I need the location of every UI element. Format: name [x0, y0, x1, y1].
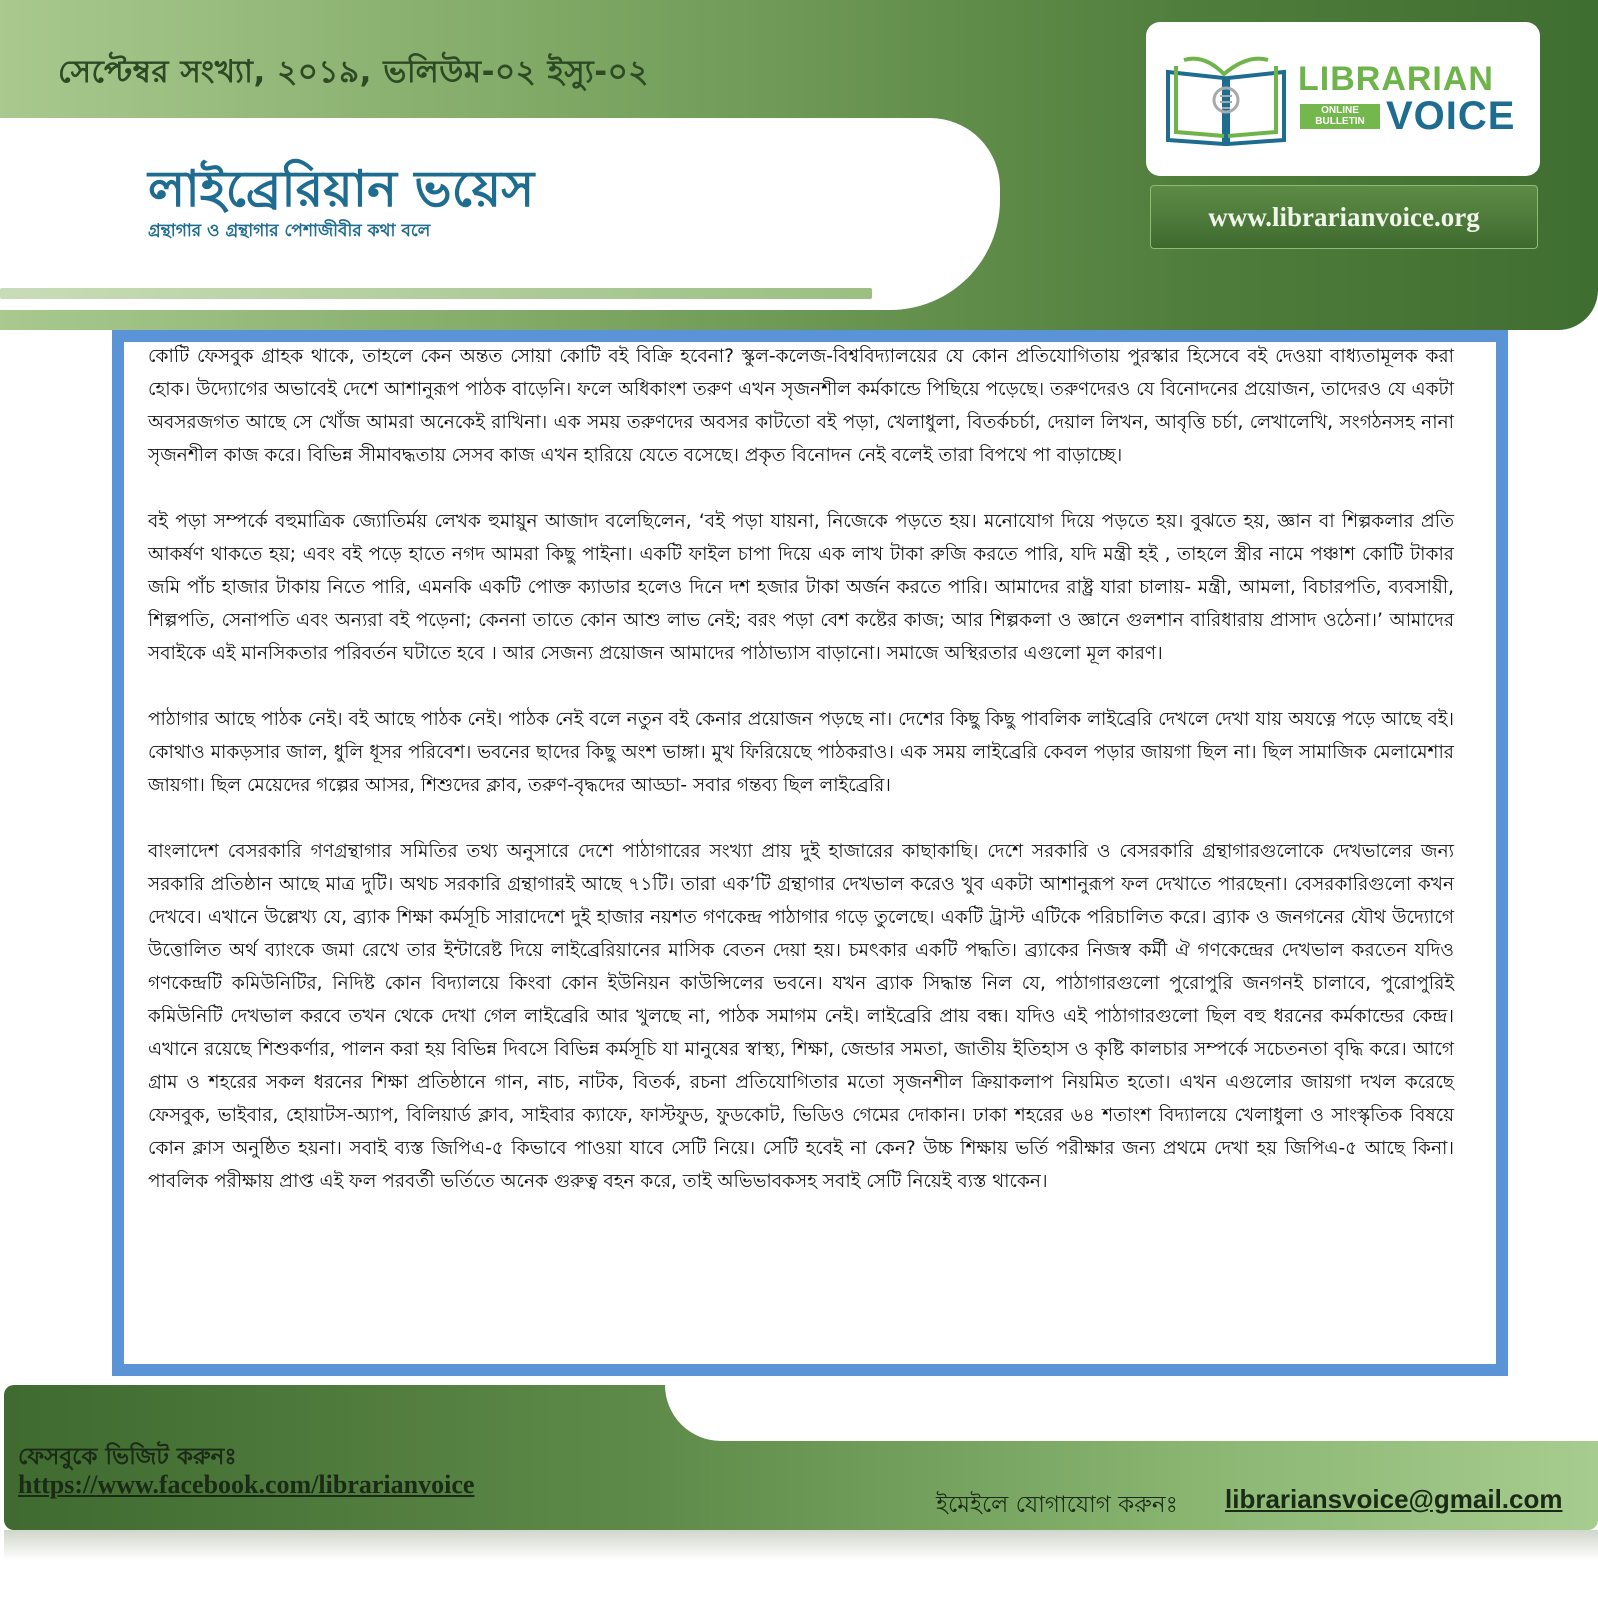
logo[interactable] — [1146, 22, 1540, 176]
facebook-label: ফেসবুকে ভিজিট করুনঃ — [18, 1444, 237, 1470]
article-paragraph-3: পাঠাগার আছে পাঠক নেই। বই আছে পাঠক নেই। পাঠক নেই বলে নতুন বই কেনার প্রয়োজন পড়ছে না। দেশের কিছু কিছু পাবলিক লাইব্রেরি দেখলে দেখা যায় অযত্নে পড়ে আছে বই। কোথাও মাকড়সার জাল, ধুলি ধূসর পরিবেশ। ভবনের ছাদের কিছু অংশ ভাঙ্গা। মুখ ফিরিয়েছে পাঠকরাও। এক সময় লাইব্রেরি কেবল পড়ার জায়গা ছিল না। ছিল সামাজিক মেলামেশার জায়গা। ছিল মেয়েদের গল্পের আসর, শিশুদের ক্লাব, তরুণ-বৃদ্ধদের আড্ডা- সবার গন্তব্য ছিল লাইব্রেরি। — [148, 709, 1454, 796]
open-book-icon — [1164, 52, 1288, 148]
bulletin-title: লাইব্রেরিয়ান ভয়েস — [148, 160, 535, 218]
article-paragraph-4: বাংলাদেশ বেসরকারি গণগ্রন্থাগার সমিতির তথ্য অনুসারে দেশে পাঠাগারের সংখ্যা প্রায় দুই হাজারের কাছাকাছি। দেশে সরকারি ও বেসরকারি গ্রন্থাগারগুলোকে দেখভালের জন্য সরকারি প্রতিষ্ঠান আছে মাত্র দুটি। অথচ সরকারি গ্রন্থাগারই আছে ৭১টি। তারা এক’টি গ্রন্থাগার দেখভাল করেও খুব একটা আশানুরূপ ফল দেখাতে পারছেনা। বেসরকারিগুলো কখন দেখবে। এখানে উল্লেখ্য যে, ব্র্যাক শিক্ষা কর্মসূচি সারাদেশে দুই হাজার নয়শত গণকেন্দ্র পাঠাগার গড়ে তুলেছে। একটি ট্রাস্ট এটিকে পরিচালিত করে। ব্র্যাক ও জনগনের যৌথ উদ্যোগে উত্তোলিত অর্থ ব্যাংকে জমা রেখে তার ইন্টারেষ্ট দিয়ে লাইব্রেরিয়ানের মাসিক বেতন দেয়া হয়। চমৎকার একটি পদ্ধতি। ব্র্যাকের নিজস্ব কর্মী ঐ গণকেন্দ্রের দেখভাল করতেন যদিও গণকেন্দ্রটি কমিউনিটির, নিদিষ্ট কোন বিদ্যালয়ে কিংবা কোন ইউনিয়ন কাউন্সিলের ভবনে। যখন ব্র্যাক সিদ্ধান্ত নিল যে, পাঠাগারগুলো পুরোপুরি জনগনই চালাবে, পুরোপুরিই কমিউনিটি দেখভাল করবে তখন থেকে দেখা গেল লাইব্রেরি আর খুলছে না, পাঠক সমাগম নেই। লাইব্রেরি প্রায় বন্ধ। যদিও এই পাঠাগারগুলো ছিল বহু ধরনের কর্মকান্ডের কেন্দ্র। এখানে রয়েছে শিশুকর্ণার, পালন করা হয় বিভিন্ন দিবসে বিভিন্ন কর্মসূচি যা মানুষের স্বাস্থ্য, শিক্ষা, জেন্ডার সমতা, জাতীয় ইতিহাস ও কৃষ্টি কালচার সম্পর্কে সচেতনতা বৃদ্ধি করে। আগে গ্রাম ও শহরের সকল ধরনের শিক্ষা প্রতিষ্ঠানে গান, নাচ, নাটক, বিতর্ক, রচনা প্রতিযোগিতার মতো সৃজনশীল ক্রিয়াকলাপ নিয়মিত হতো। এখন এগুলোর জায়গা দখল করেছে ফেসবুক, ভাইবার, হোয়াটস-অ্যাপ, বিলিয়ার্ড ক্লাব, সাইবার ক্যাফে, ফাস্টফুড, ফুডকোট, ভিডিও গেমের দোকান। ঢাকা শহরের ৬৪ শতাংশ বিদ্যালয়ে খেলাধুলা ও সাংস্কৃতিক বিষয়ে কোন ক্লাস অনুষ্ঠিত হয়না। সবাই ব্যস্ত জিপিএ-৫ কিভাবে পাওয়া যাবে সেটি নিয়ে। সেটি হবেই না কেন? উচ্চ শিক্ষায় ভর্তি পরীক্ষার জন্য প্রথমে দেখা হয় জিপিএ-৫ আছে কিনা। পাবলিক পরীক্ষায় প্রাপ্ত এই ফল পরবর্তী ভর্তিতে অনেক গুরুত্ব বহন করে, তাই অভিভাবকসহ সবাই সেটি নিয়েই ব্যস্ত থাকেন। — [148, 841, 1454, 1192]
article-paragraph-1: কোটি ফেসবুক গ্রাহক থাকে, তাহলে কেন অন্তত সোয়া কোটি বই বিক্রি হবেনা? স্কুল-কলেজ-বিশ্ববিদ্যালয়ের যে কোন প্রতিযোগিতায় পুরস্কার হিসেবে বই দেওয়া বাধ্যতামূলক করা হোক। উদ্যোগের অভাবেই দেশে আশানুরূপ পাঠক বাড়েনি। ফলে অধিকাংশ তরুণ এখন সৃজনশীল কর্মকান্ডে পিছিয়ে পড়েছে। তরুণদেরও যে বিনোদনের প্রয়োজন, তাদেরও যে একটা অবসরজগত আছে সে খোঁজ আমরা অনেকেই রাখিনা। এক সময় তরুণদের অবসর কাটতো বই পড়া, খেলাধুলা, বিতর্কচর্চা, দেয়াল লিখন, আবৃত্তি চর্চা, লেখালেখি, সংগঠনসহ নানা সৃজনশীল কাজ করে। বিভিন্ন সীমাবদ্ধতায় সেসব কাজ এখন হারিয়ে যেতে বসেছে। প্রকৃত বিনোদন নেই বলেই তারা বিপথে পা বাড়াচ্ছে। — [148, 346, 1454, 466]
facebook-link[interactable]: https://www.facebook.com/librarianvoice — [18, 1470, 475, 1499]
website-url[interactable]: www.librarianvoice.org — [1208, 202, 1480, 232]
bulletin-tagline: গ্রন্থাগার ও গ্রন্থাগার পেশাজীবীর কথা বলে — [148, 221, 431, 241]
logo-word-voice: VOICE — [1386, 94, 1516, 138]
footer-shadow — [4, 1530, 1598, 1560]
email-link[interactable]: librariansvoice@gmail.com — [1225, 1484, 1563, 1514]
article-body — [148, 340, 1454, 1231]
logo-word-librarian: LIBRARIAN — [1298, 60, 1494, 98]
logo-online-bulletin-tag — [1300, 104, 1380, 129]
article-paragraph-2: বই পড়া সম্পর্কে বহুমাত্রিক জ্যোতির্ময় লেখক হুমায়ুন আজাদ বলেছিলেন, ‘বই পড়া যায়না, নিজেকে পড়তে হয়। মনোযোগ দিয়ে পড়তে হয়। বুঝতে হয়, জ্ঞান বা শিল্পকলার প্রতি আকর্ষণ থাকতে হয়; এবং বই পড়ে হাতে নগদ আমরা কিছু পাইনা। একটি ফাইল চাপা দিয়ে এক লাখ টাকা রুজি করতে পারি, যদি মন্ত্রী হই , তাহলে স্ত্রীর নামে পঞ্চাশ কোটি টাকার জমি পাঁচ হাজার টাকায় নিতে পারি, এমনকি একটি পোক্ত ক্যাডার হলেও দিনে দশ হজার টাকা অর্জন করতে পারি। আমাদের রাষ্ট্র যারা চালায়- মন্ত্রী, আমলা, বিচারপতি, ব্যবসায়ী, শিল্পপতি, সেনাপতি এবং অন্যরা বই পড়েনা; কেননা তাতে কোন আশু লাভ নেই; বরং পড়া বেশ কষ্টের কাজ; আর শিল্পকলা ও জ্ঞানে গুলশান বারিধারায় প্রাসাদ ওঠেনা।’ আমাদের সবাইকে এই মানসিকতার পরিবর্তন ঘটাতে হবে । আর সেজন্য প্রয়োজন আমাদের পাঠাভ্যাস বাড়ানো। সমাজে অস্থিরতার এগুলো মূল কারণ। — [148, 511, 1454, 664]
footer-white-curve — [665, 1385, 1598, 1441]
issue-line: সেপ্টেম্বর সংখ্যা, ২০১৯, ভলিউম-০২ ইস্যু-০২ — [58, 54, 649, 90]
logo-tag-line1: ONLINE — [1321, 105, 1359, 116]
header-divider — [0, 288, 872, 299]
logo-tag-line2: BULLETIN — [1315, 116, 1365, 127]
website-url-bar[interactable] — [1150, 185, 1538, 249]
email-label: ইমেইলে যোগাযোগ করুনঃ — [936, 1492, 1178, 1518]
